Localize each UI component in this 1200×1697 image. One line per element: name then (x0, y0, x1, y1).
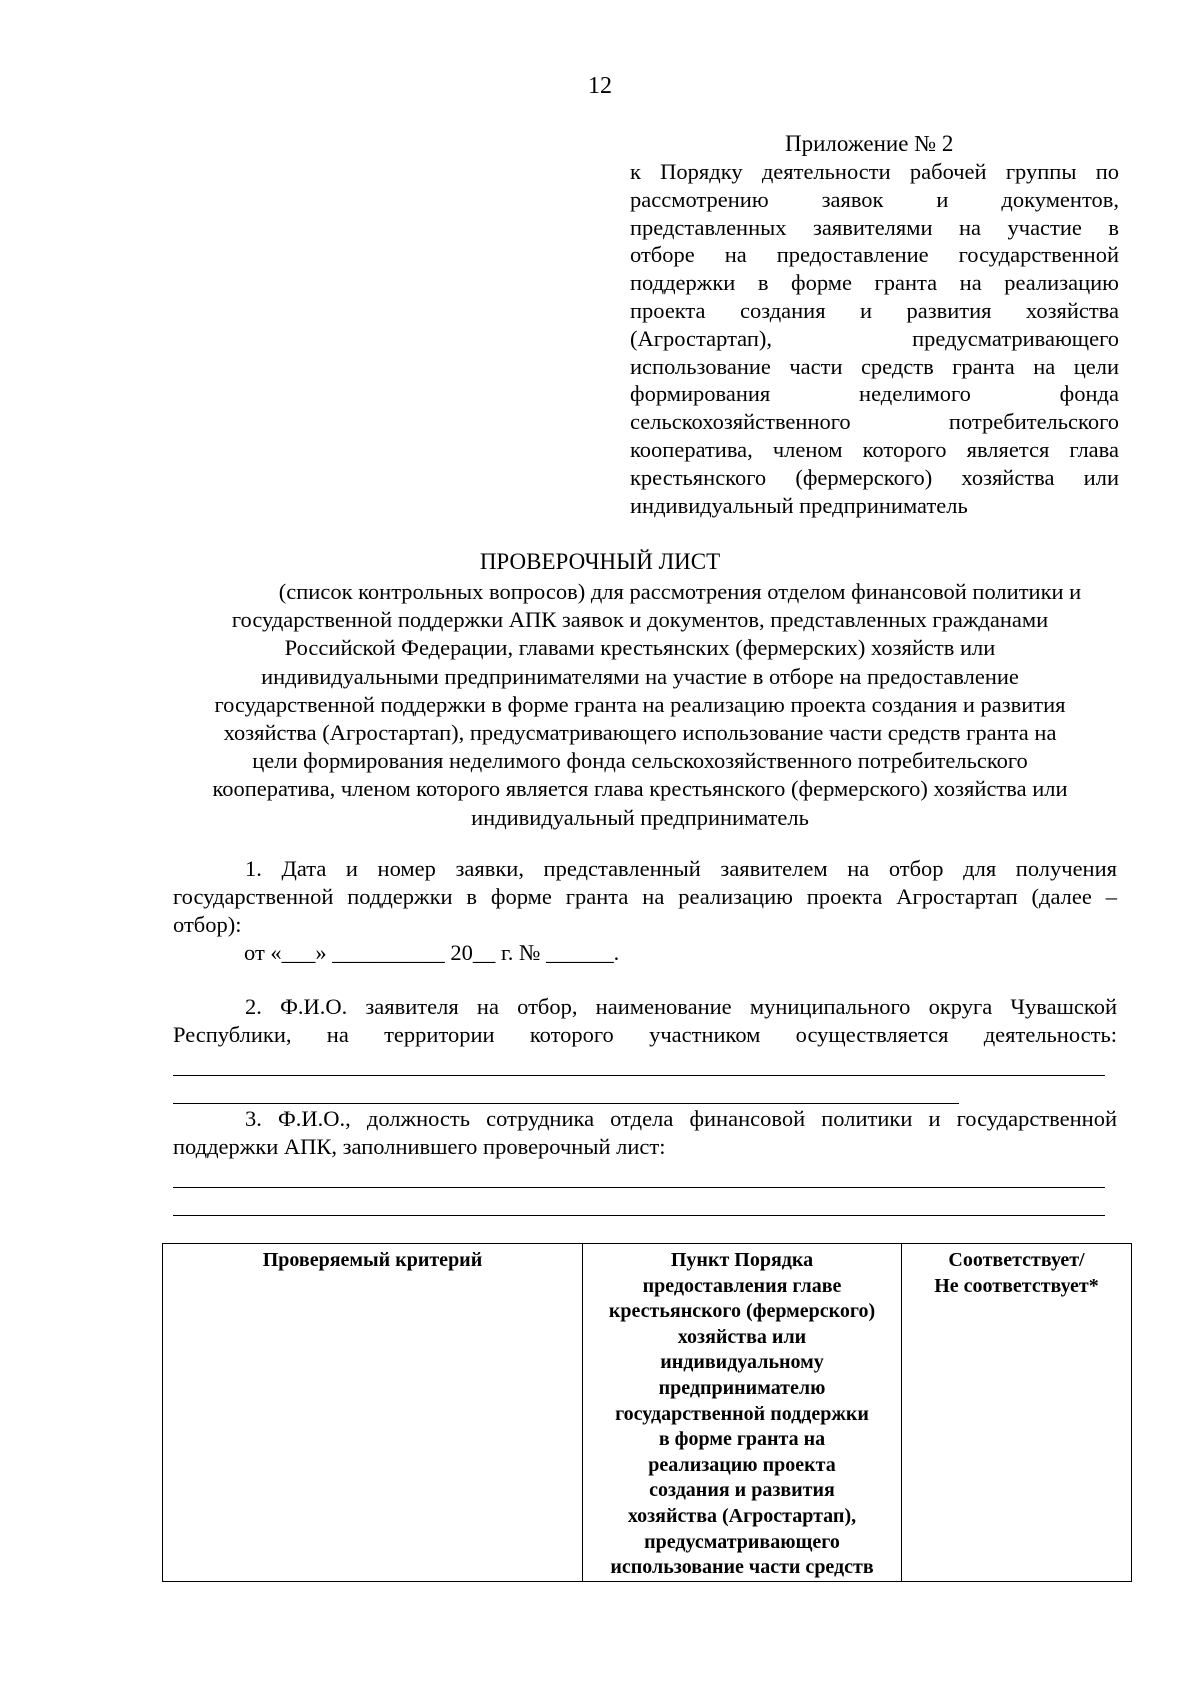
column-header-criterion (163, 1244, 583, 1582)
column-header-procedure-clause (583, 1244, 902, 1582)
header-line: хозяйства (Агростартап), (627, 1504, 857, 1527)
heading-line: индивидуальными предпринимателями на участие в отборе на предоставление (261, 663, 1019, 689)
appendix-line: к Порядку деятельности рабочей группы по (630, 159, 1119, 184)
item-1-text (173, 855, 1117, 939)
appendix-title: Приложение № 2 (785, 131, 954, 156)
header-line: Соответствует/ (948, 1249, 1085, 1271)
appendix-line: крестьянского (фермерского) хозяйства или (630, 464, 1119, 490)
appendix-line: проекта создания и развития хозяйства (630, 297, 1119, 323)
header-line: предусматривающего (644, 1530, 840, 1553)
appendix-line: (Агростартап), предусматривающего (630, 325, 1119, 351)
heading-line: индивидуальный предприниматель (471, 804, 809, 830)
item-3-line: 3. Ф.И.О., должность сотрудника отдела финансовой политики и государственной (245, 1106, 1117, 1131)
table-header-row (163, 1244, 1132, 1582)
item-2-line: 2. Ф.И.О. заявителя на отбор, наименование муниципального округа Чувашской (245, 994, 1117, 1019)
item-1-line: 1. Дата и номер заявки, представленный заявителем на отбор для получения (245, 856, 1117, 881)
header-line: создания и развития (649, 1479, 835, 1502)
appendix-line: рассмотрению заявок и документов, (630, 186, 1119, 212)
criteria-table (162, 1243, 1132, 1582)
item-3-text (173, 1105, 1117, 1161)
header-line: индивидуальному (660, 1351, 824, 1374)
application-date-line: от «___» __________ 20__ г. № ______. (244, 940, 620, 965)
appendix-line: поддержки в форме гранта на реализацию (630, 270, 1119, 296)
applicant-fill-line (173, 1075, 1105, 1076)
heading-line: государственной поддержки в форме гранта на реализацию проекта создания и развития (214, 691, 1066, 717)
column-header-compliance (902, 1244, 1132, 1582)
appendix-text (630, 158, 1119, 519)
item-2-text (173, 993, 1117, 1049)
heading-line: (список контрольных вопросов) для рассмотрения отделом финансовой политики и (278, 579, 1082, 604)
header-line: в форме гранта на (658, 1428, 826, 1451)
appendix-line: использование части средств гранта на цели (630, 353, 1119, 379)
page-number: 12 (588, 73, 612, 99)
header-line: крестьянского (фермерского) (608, 1300, 876, 1323)
item-2-line: Республики, на территории которого участником осуществляется деятельность: (173, 1022, 1117, 1047)
header-line: Не соответствует* (934, 1274, 1099, 1297)
header-line: реализацию проекта (648, 1453, 836, 1476)
heading-line: хозяйства (Агростартап), предусматривающего использование части средств гранта на (223, 719, 1057, 745)
appendix-line: кооператива, членом которого является глава (630, 436, 1119, 462)
appendix-line: формирования неделимого фонда (630, 381, 1119, 407)
column-header-criterion-label: Проверяемый критерий (262, 1249, 483, 1271)
header-line: использование части средств (610, 1556, 874, 1579)
header-line: Пункт Порядка (670, 1249, 814, 1271)
item-1-line: государственной поддержки в форме гранта на реализацию проекта Агростартап (далее – (173, 884, 1117, 909)
heading-subtitle (160, 578, 1120, 832)
header-line: государственной поддержки (615, 1402, 869, 1425)
appendix-line: индивидуальный предприниматель (630, 492, 968, 518)
appendix-line: представленных заявителями на участие в (630, 214, 1119, 240)
header-line: предоставления главе (642, 1274, 842, 1297)
document-heading: ПРОВЕРОЧНЫЙ ЛИСТ (479, 549, 721, 574)
employee-fill-line (173, 1187, 1105, 1188)
item-1-line: отбор): (173, 912, 242, 937)
employee-fill-line (173, 1215, 1105, 1216)
appendix-line: сельскохозяйственного потребительского (630, 409, 1119, 435)
heading-line: Российской Федерации, главами крестьянских (фермерских) хозяйств или (284, 635, 996, 661)
header-line: хозяйства или (677, 1325, 807, 1348)
applicant-fill-line (173, 1103, 959, 1104)
heading-line: государственной поддержки АПК заявок и документов, представленных гражданами (231, 607, 1049, 633)
heading-line: кооператива, членом которого является глава крестьянского (фермерского) хозяйства или (212, 776, 1068, 802)
header-line: предпринимателю (658, 1376, 826, 1399)
heading-line: цели формирования неделимого фонда сельскохозяйственного потребительского (252, 748, 1028, 774)
appendix-line: отборе на предоставление государственной (630, 242, 1119, 268)
item-3-line: поддержки АПК, заполнившего проверочный лист: (173, 1134, 666, 1159)
